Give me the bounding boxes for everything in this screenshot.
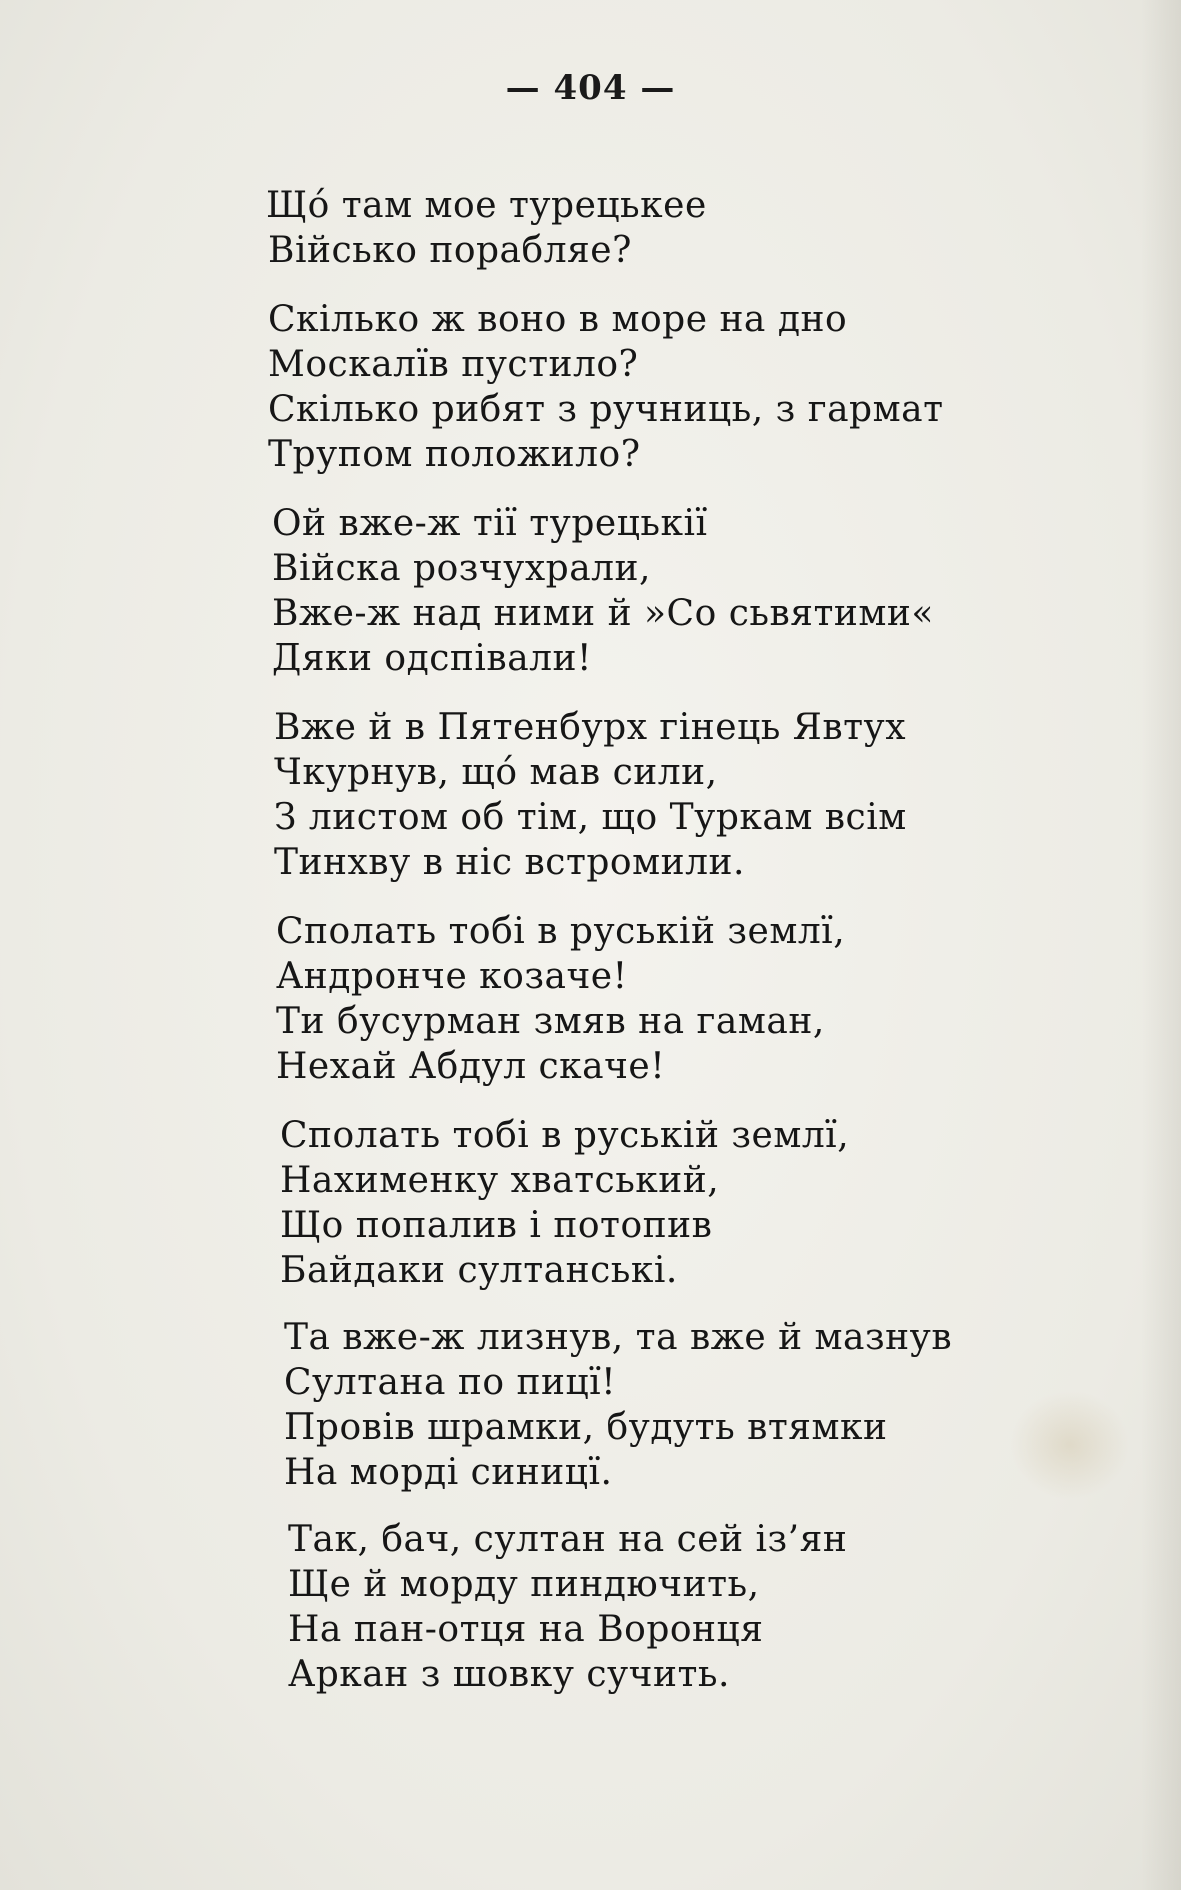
poem-line: Що попалив і потопив <box>280 1205 713 1246</box>
poem-line: Андронче козаче! <box>276 956 628 997</box>
poem-line: На морді синицї. <box>284 1452 613 1493</box>
poem-line: Військo порабляе? <box>268 230 632 271</box>
poem-line: Нахименку хватський, <box>280 1160 720 1201</box>
poem-line: Москалїв пустило? <box>268 344 639 385</box>
poem-line: Сполать тобі в руській землї, <box>280 1115 850 1156</box>
poem-line: Султана по пицї! <box>284 1362 617 1403</box>
poem-line: Ще й морду пиндючить, <box>288 1564 760 1605</box>
poem-line: Аркан з шовку сучить. <box>288 1654 730 1695</box>
poem-line: Трупом положило? <box>268 434 641 475</box>
poem-line: Дяки одспівали! <box>272 638 592 679</box>
poem-line: Сполать тобі в руській землї, <box>276 911 846 952</box>
poem-line: Провів шрамки, будуть втямки <box>284 1407 888 1448</box>
poem-line: З листом об тім, що Туркам всім <box>274 797 907 838</box>
poem-line: Щó там мое турецькее <box>266 185 707 226</box>
poem-line: Чкурнув, щó мав сили, <box>274 752 718 793</box>
poem-line: Байдаки султанські. <box>280 1250 678 1291</box>
poem-line: Вже-ж над ними й »Со сьвятими« <box>272 593 934 634</box>
page-number: — 404 — <box>505 68 676 108</box>
poem-line: Так, бач, султан на сей із’ян <box>288 1519 848 1560</box>
poem-line: Та вже-ж лизнув, та вже й мазнув <box>284 1317 953 1358</box>
poem-line: На пан-отця на Воронця <box>288 1609 764 1650</box>
poem-line: Нехай Абдул скаче! <box>276 1046 666 1087</box>
poem-line: Війска розчухрали, <box>272 548 651 589</box>
poem-line: Скілько рибят з ручниць, з гармат <box>268 389 944 430</box>
poem-line: Тинхву в ніс встромили. <box>274 842 745 883</box>
poem-line: Ти бусурман змяв на гаман, <box>276 1001 825 1042</box>
poem-line: Скілько ж воно в море на дно <box>268 299 848 340</box>
poem-line: Вже й в Пятенбурх гінець Явтух <box>274 707 907 748</box>
poem-line: Ой вже-ж тії турецькії <box>272 503 708 544</box>
